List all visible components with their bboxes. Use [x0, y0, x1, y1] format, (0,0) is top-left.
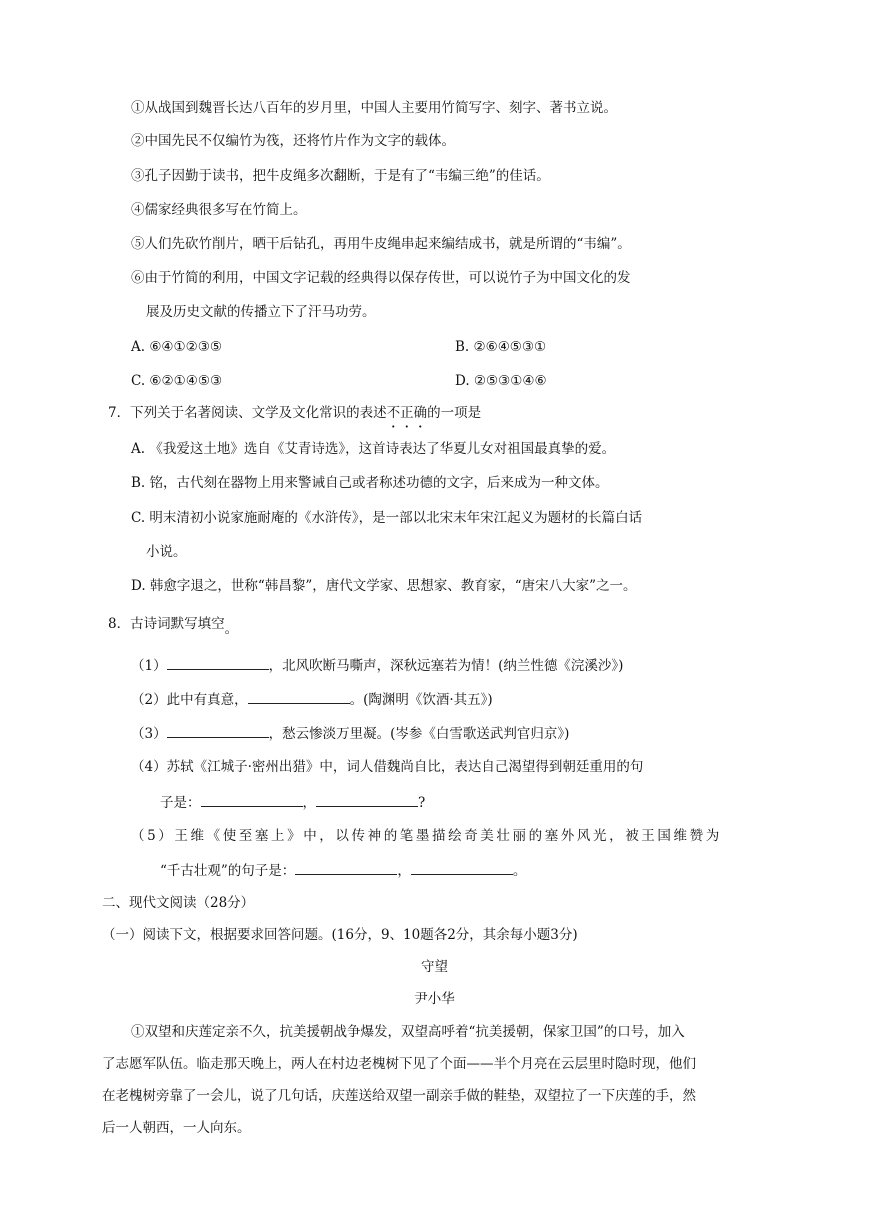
- q8-item-3-text: ，愁云惨淡万里凝。(岑参《白雪歌送武判官归京》): [268, 726, 570, 742]
- q7-emphasis-1: 不: [386, 405, 401, 421]
- sentence-5: ⑤人们先砍竹削片，晒干后钻孔，再用牛皮绳串起来编结成书，就是所谓的“韦编”。: [131, 236, 631, 252]
- q8-stem: [108, 614, 239, 637]
- q8-stem-mark: 。: [224, 621, 239, 637]
- q7-option-b: B. 铭，古代刻在器物上用来警诫自己或者称述功德的文字，后来成为一种文体。: [131, 475, 609, 491]
- q8-item-4-blank-1[interactable]: [201, 792, 303, 807]
- q8-item-4: （4）苏轼《江城子·密州出猎》中，词人借魏尚自比，表达自己渴望得到朝廷重用的句: [131, 759, 644, 775]
- q8-item-5-blank-1[interactable]: [295, 860, 397, 875]
- article-author: 尹小华: [414, 991, 455, 1007]
- q7-emphasis-2: 正: [400, 405, 414, 421]
- q8-item-5: （5）王维《使至塞上》中，以传神的笔墨描绘奇美壮丽的塞外风光，被王国维赞为: [131, 828, 722, 844]
- q8-item-5-end: 。: [512, 863, 527, 879]
- q6-option-a: A. ⑥④①②③⑤: [131, 339, 222, 355]
- q8-item-3-number: （3）: [131, 726, 167, 742]
- q8-item-3: [131, 723, 569, 744]
- q8-item-1-blank[interactable]: [167, 655, 269, 670]
- q8-item-2-text: （2）此中有真意，: [131, 692, 248, 708]
- q7-stem-post: 的一项是: [427, 405, 482, 421]
- q6-option-d: D. ②⑤③①④⑥: [455, 373, 547, 389]
- sentence-1: ①从战国到魏晋长达八百年的岁月里，中国人主要用竹简写字、刻字、著书立说。: [131, 100, 617, 116]
- q8-item-5-prefix: “千古壮观”的句子是：: [160, 863, 296, 879]
- sentence-3: ③孔子因勤于读书，把牛皮绳多次翻断，于是有了“韦编三绝”的佳话。: [131, 168, 550, 184]
- sentence-6: ⑥由于竹简的利用，中国文字记载的经典得以保存传世，可以说竹子为中国文化的发: [131, 270, 631, 286]
- q8-item-3-blank[interactable]: [167, 723, 269, 738]
- q8-item-4-blank-2[interactable]: [316, 792, 418, 807]
- q8-item-1-text: ，北风吹断马嘶声，深秋远塞若为情！(纳兰性德《浣溪沙》): [268, 658, 624, 674]
- q7-option-d: D. 韩愈字退之，世称“韩昌黎”，唐代文学家、思想家、教育家，“唐宋八大家”之一。: [131, 578, 637, 594]
- q7-option-a: A. 《我爱这土地》选自《艾青诗选》，这首诗表达了华夏儿女对祖国最真挚的爱。: [131, 441, 616, 457]
- q8-item-4-comma: ，: [302, 795, 316, 811]
- q8-item-5-continued: [160, 860, 526, 881]
- q8-item-4-end: ?: [418, 795, 426, 811]
- article-paragraph-1-line-2: 了志愿军队伍。临走那天晚上，两人在村边老槐树下见了个面——半个月亮在云层里时隐时现，他们: [102, 1056, 696, 1072]
- q8-stem-text: 8．古诗词默写填空: [108, 616, 225, 632]
- q8-item-1: [131, 655, 623, 676]
- q8-item-1-number: （1）: [131, 658, 167, 674]
- article-paragraph-1-line-3: 在老槐树旁靠了一会儿，说了几句话，庆莲送给双望一副亲手做的鞋垫，双望拉了一下庆莲的手，然: [102, 1088, 696, 1104]
- sentence-6-continued: 展及历史文献的传播立下了汗马功劳。: [146, 304, 376, 320]
- q6-option-c: C. ⑥②①④⑤③: [131, 373, 223, 389]
- q8-item-4-prefix: 子是：: [160, 795, 201, 811]
- sentence-4: ④儒家经典很多写在竹简上。: [131, 202, 307, 218]
- q8-item-4-continued: [160, 792, 425, 813]
- article-paragraph-1-line-1: ①双望和庆莲定亲不久，抗美援朝战争爆发，双望高呼着“抗美援朝，保家卫国”的口号，加入: [131, 1024, 685, 1040]
- article-paragraph-1-line-4: 后一人朝西，一人向东。: [102, 1120, 251, 1136]
- q8-item-5-blank-2[interactable]: [411, 860, 513, 875]
- q7-option-c-continued: 小说。: [146, 544, 187, 560]
- section-heading: 二、现代文阅读（28分）: [102, 895, 255, 911]
- q6-option-b: B. ②⑥④⑤③①: [455, 339, 547, 355]
- article-title: 守望: [421, 959, 448, 975]
- sentence-2: ②中国先民不仅编竹为筏，还将竹片作为文字的载体。: [131, 133, 455, 149]
- subsection-heading: （一）阅读下文，根据要求回答问题。(16分，9、10题各2分，其余每小题3分): [102, 927, 578, 943]
- q8-item-2-tail: 。(陶渊明《饮酒·其五》): [349, 692, 493, 708]
- q8-item-2: [131, 689, 493, 710]
- q7-stem-pre: 7．下列关于名著阅读、文学及文化常识的表述: [108, 405, 387, 421]
- q7-option-c: C. 明末清初小说家施耐庵的《水浒传》，是一部以北宋末年宋江起义为题材的长篇白话: [131, 510, 643, 526]
- q8-item-5-comma: ，: [397, 863, 411, 879]
- q7-stem: [108, 403, 481, 423]
- q8-item-2-blank[interactable]: [248, 689, 350, 704]
- q7-emphasis-3: 确: [413, 405, 428, 421]
